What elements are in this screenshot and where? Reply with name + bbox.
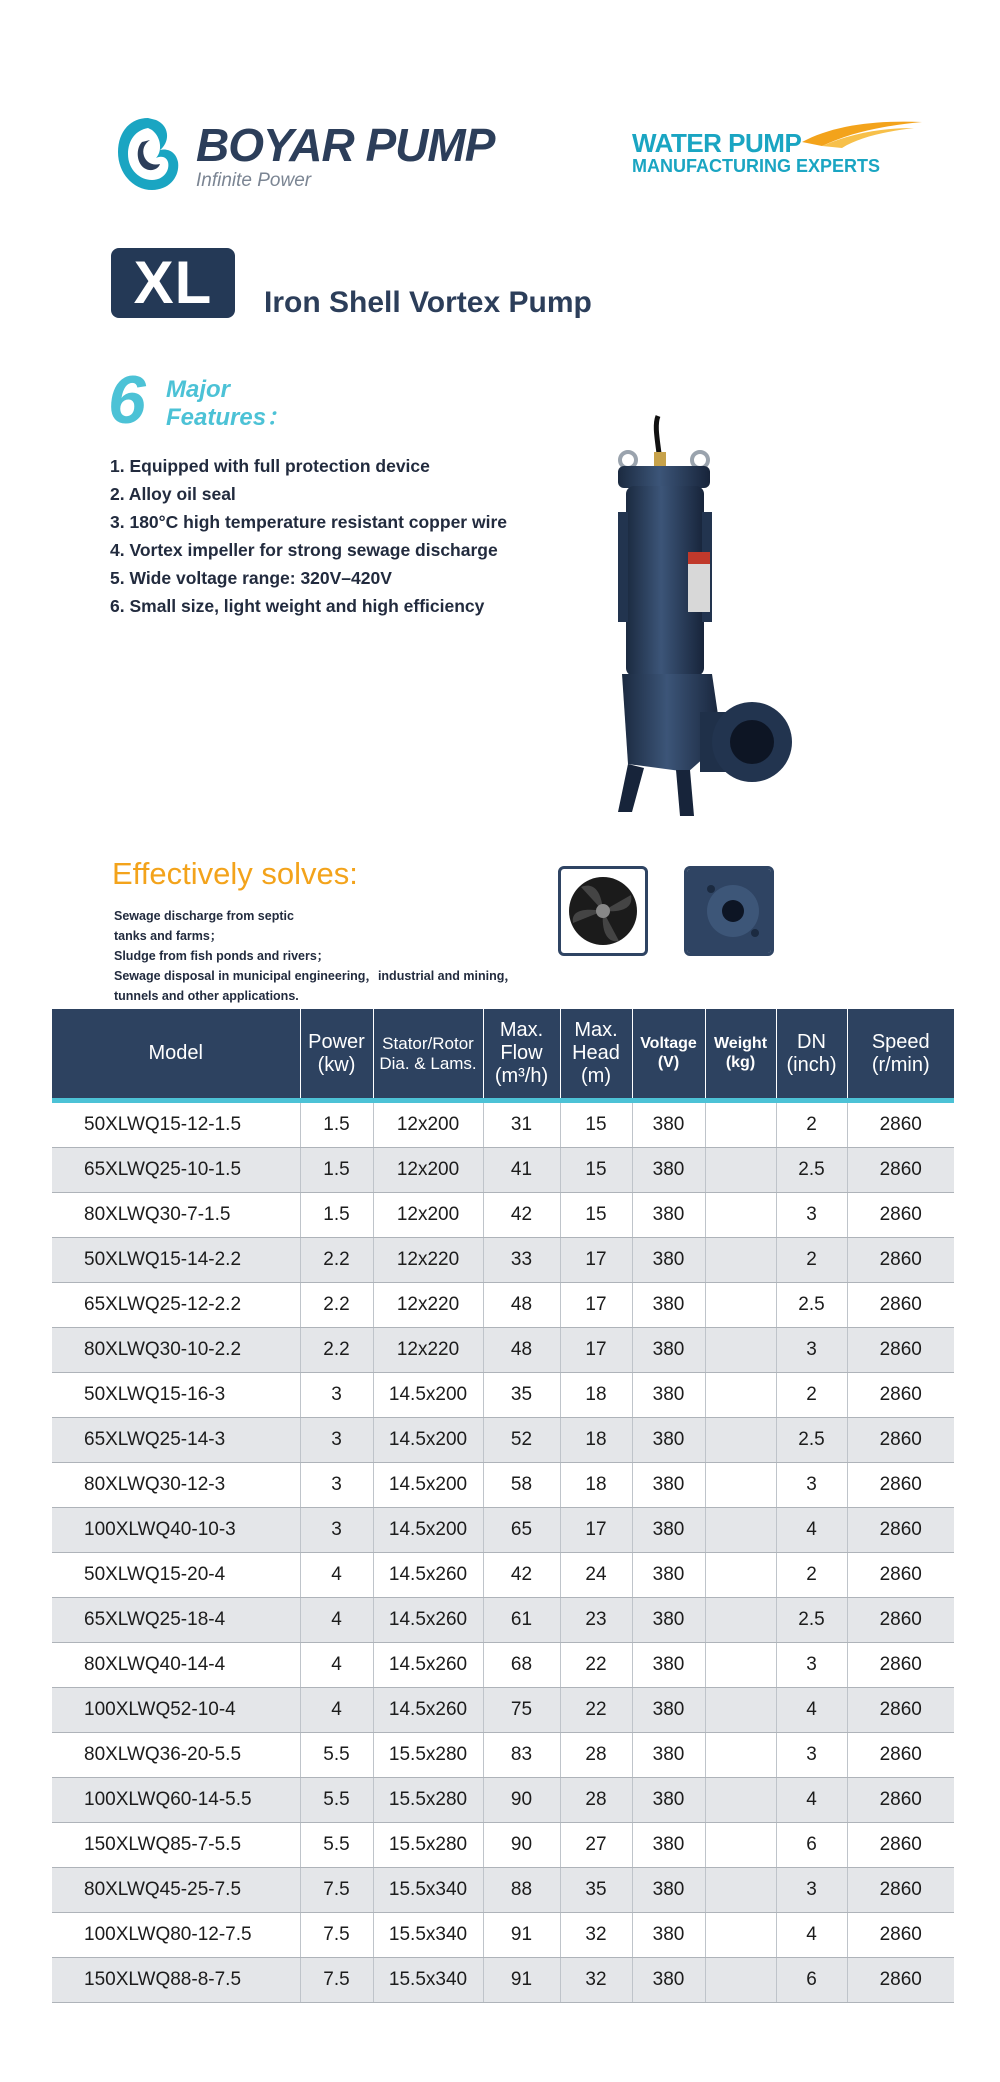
brand-tagline: Infinite Power xyxy=(196,170,312,191)
cell-voltage: 380 xyxy=(632,1958,705,2003)
cell-speed: 2860 xyxy=(847,1643,954,1688)
feature-item: 2. Alloy oil seal xyxy=(110,484,236,504)
col-header-power: Power (kw) xyxy=(300,1009,373,1101)
cell-voltage: 380 xyxy=(632,1101,705,1148)
cell-head: 15 xyxy=(560,1193,632,1238)
cell-weight xyxy=(705,1373,776,1418)
cell-voltage: 380 xyxy=(632,1913,705,1958)
solves-list xyxy=(114,906,554,1006)
cell-voltage: 380 xyxy=(632,1463,705,1508)
solves-line: Sludge from fish ponds and rivers； xyxy=(114,949,330,963)
cell-model: 100XLWQ40-10-3 xyxy=(52,1508,300,1553)
cell-dn: 3 xyxy=(776,1868,847,1913)
cell-model: 65XLWQ25-10-1.5 xyxy=(52,1148,300,1193)
cell-flow: 33 xyxy=(483,1238,560,1283)
cell-speed: 2860 xyxy=(847,1598,954,1643)
cell-stator: 15.5x280 xyxy=(373,1733,483,1778)
cell-flow: 65 xyxy=(483,1508,560,1553)
table-row xyxy=(52,1958,954,2003)
cell-stator: 14.5x200 xyxy=(373,1463,483,1508)
cell-dn: 3 xyxy=(776,1193,847,1238)
table-row xyxy=(52,1823,954,1868)
cell-flow: 75 xyxy=(483,1688,560,1733)
cell-power: 1.5 xyxy=(300,1101,373,1148)
cell-head: 18 xyxy=(560,1463,632,1508)
cell-model: 150XLWQ88-8-7.5 xyxy=(52,1958,300,2003)
cell-power: 4 xyxy=(300,1643,373,1688)
cell-dn: 3 xyxy=(776,1463,847,1508)
cell-stator: 14.5x200 xyxy=(373,1508,483,1553)
cell-weight xyxy=(705,1823,776,1868)
cell-flow: 68 xyxy=(483,1643,560,1688)
cell-head: 35 xyxy=(560,1868,632,1913)
brand-name: BOYAR PUMP xyxy=(196,119,495,171)
cell-speed: 2860 xyxy=(847,1868,954,1913)
swoosh-icon xyxy=(802,118,922,148)
cell-model: 80XLWQ30-10-2.2 xyxy=(52,1328,300,1373)
cell-weight xyxy=(705,1868,776,1913)
cell-weight xyxy=(705,1101,776,1148)
table-row xyxy=(52,1868,954,1913)
cell-weight xyxy=(705,1463,776,1508)
impeller-icon xyxy=(561,869,645,953)
cell-flow: 91 xyxy=(483,1958,560,2003)
cell-head: 17 xyxy=(560,1283,632,1328)
cell-voltage: 380 xyxy=(632,1193,705,1238)
cell-stator: 12x220 xyxy=(373,1283,483,1328)
cell-dn: 6 xyxy=(776,1958,847,2003)
feature-item: 5. Wide voltage range: 320V–420V xyxy=(110,568,392,588)
cell-voltage: 380 xyxy=(632,1598,705,1643)
features-heading-line-1: Major xyxy=(166,376,231,403)
cell-flow: 35 xyxy=(483,1373,560,1418)
cell-model: 80XLWQ30-12-3 xyxy=(52,1463,300,1508)
feature-item: 3. 180°C high temperature resistant copper wire xyxy=(110,512,507,532)
cell-dn: 4 xyxy=(776,1778,847,1823)
col-header-weight: Weight (kg) xyxy=(705,1009,776,1101)
cell-stator: 12x200 xyxy=(373,1148,483,1193)
cell-speed: 2860 xyxy=(847,1238,954,1283)
cell-power: 5.5 xyxy=(300,1823,373,1868)
cell-voltage: 380 xyxy=(632,1148,705,1193)
cell-flow: 90 xyxy=(483,1823,560,1868)
table-row xyxy=(52,1778,954,1823)
cell-dn: 3 xyxy=(776,1733,847,1778)
cell-head: 22 xyxy=(560,1643,632,1688)
table-row xyxy=(52,1733,954,1778)
table-row xyxy=(52,1508,954,1553)
cell-head: 18 xyxy=(560,1418,632,1463)
cell-head: 15 xyxy=(560,1101,632,1148)
cell-dn: 2 xyxy=(776,1553,847,1598)
cell-stator: 15.5x280 xyxy=(373,1778,483,1823)
cell-stator: 15.5x340 xyxy=(373,1958,483,2003)
outlet-image xyxy=(684,866,774,956)
cell-model: 65XLWQ25-18-4 xyxy=(52,1598,300,1643)
cell-voltage: 380 xyxy=(632,1868,705,1913)
cell-flow: 48 xyxy=(483,1328,560,1373)
col-header-flow: Max. Flow (m³/h) xyxy=(483,1009,560,1101)
impeller-image xyxy=(558,866,648,956)
cell-model: 80XLWQ45-25-7.5 xyxy=(52,1868,300,1913)
col-header-speed: Speed (r/min) xyxy=(847,1009,954,1101)
cell-head: 17 xyxy=(560,1328,632,1373)
cell-stator: 14.5x200 xyxy=(373,1418,483,1463)
cell-dn: 2.5 xyxy=(776,1283,847,1328)
table-row xyxy=(52,1688,954,1733)
solves-line: tunnels and other applications. xyxy=(114,989,299,1003)
cell-power: 2.2 xyxy=(300,1283,373,1328)
col-header-head: Max. Head (m) xyxy=(560,1009,632,1101)
cell-speed: 2860 xyxy=(847,1688,954,1733)
cell-model: 100XLWQ60-14-5.5 xyxy=(52,1778,300,1823)
pump-image xyxy=(588,412,798,840)
cell-speed: 2860 xyxy=(847,1283,954,1328)
cell-speed: 2860 xyxy=(847,1101,954,1148)
cell-power: 3 xyxy=(300,1508,373,1553)
cell-speed: 2860 xyxy=(847,1778,954,1823)
cell-model: 150XLWQ85-7-5.5 xyxy=(52,1823,300,1868)
table-row xyxy=(52,1238,954,1283)
cell-speed: 2860 xyxy=(847,1148,954,1193)
cell-weight xyxy=(705,1598,776,1643)
cell-flow: 42 xyxy=(483,1193,560,1238)
table-row xyxy=(52,1418,954,1463)
cell-weight xyxy=(705,1508,776,1553)
cell-dn: 4 xyxy=(776,1688,847,1733)
cell-flow: 58 xyxy=(483,1463,560,1508)
features-list xyxy=(110,452,570,620)
cell-speed: 2860 xyxy=(847,1328,954,1373)
cell-flow: 48 xyxy=(483,1283,560,1328)
cell-flow: 41 xyxy=(483,1148,560,1193)
cell-speed: 2860 xyxy=(847,1733,954,1778)
cell-flow: 88 xyxy=(483,1868,560,1913)
series-badge: XL xyxy=(111,248,235,318)
brand-logo xyxy=(112,112,495,202)
table-row xyxy=(52,1101,954,1148)
cell-weight xyxy=(705,1193,776,1238)
cell-voltage: 380 xyxy=(632,1238,705,1283)
cell-voltage: 380 xyxy=(632,1643,705,1688)
cell-dn: 2.5 xyxy=(776,1598,847,1643)
cell-head: 17 xyxy=(560,1238,632,1283)
cell-dn: 2 xyxy=(776,1238,847,1283)
cell-speed: 2860 xyxy=(847,1958,954,2003)
cell-power: 5.5 xyxy=(300,1733,373,1778)
cell-model: 100XLWQ52-10-4 xyxy=(52,1688,300,1733)
cell-speed: 2860 xyxy=(847,1193,954,1238)
solves-line: Sewage discharge from septic xyxy=(114,909,294,923)
cell-voltage: 380 xyxy=(632,1328,705,1373)
cell-power: 2.2 xyxy=(300,1238,373,1283)
features-count: 6 xyxy=(108,362,146,438)
cell-model: 65XLWQ25-12-2.2 xyxy=(52,1283,300,1328)
cell-dn: 2 xyxy=(776,1373,847,1418)
col-header-stator: Stator/Rotor Dia. & Lams. xyxy=(373,1009,483,1101)
cell-head: 15 xyxy=(560,1148,632,1193)
cell-power: 7.5 xyxy=(300,1868,373,1913)
feature-item: 4. Vortex impeller for strong sewage discharge xyxy=(110,540,498,560)
cell-head: 28 xyxy=(560,1778,632,1823)
cell-weight xyxy=(705,1643,776,1688)
cell-power: 7.5 xyxy=(300,1913,373,1958)
spec-table-body xyxy=(52,1101,954,2003)
cell-stator: 12x220 xyxy=(373,1238,483,1283)
cell-model: 80XLWQ40-14-4 xyxy=(52,1643,300,1688)
cell-voltage: 380 xyxy=(632,1553,705,1598)
cell-flow: 42 xyxy=(483,1553,560,1598)
cell-weight xyxy=(705,1418,776,1463)
cell-head: 17 xyxy=(560,1508,632,1553)
cell-weight xyxy=(705,1553,776,1598)
cell-flow: 83 xyxy=(483,1733,560,1778)
cell-model: 80XLWQ36-20-5.5 xyxy=(52,1733,300,1778)
boyar-logo-icon xyxy=(112,112,184,196)
cell-speed: 2860 xyxy=(847,1913,954,1958)
table-row xyxy=(52,1373,954,1418)
cell-head: 32 xyxy=(560,1958,632,2003)
cell-head: 28 xyxy=(560,1733,632,1778)
cell-dn: 3 xyxy=(776,1328,847,1373)
badge-line-2: MANUFACTURING EXPERTS xyxy=(632,156,881,176)
cell-speed: 2860 xyxy=(847,1373,954,1418)
cell-flow: 31 xyxy=(483,1101,560,1148)
cell-stator: 12x200 xyxy=(373,1193,483,1238)
solves-line: Sewage disposal in municipal engineering，industrial and mining， xyxy=(114,969,517,983)
cell-stator: 14.5x200 xyxy=(373,1373,483,1418)
cell-weight xyxy=(705,1958,776,2003)
cell-dn: 2 xyxy=(776,1101,847,1148)
cell-power: 1.5 xyxy=(300,1148,373,1193)
cell-model: 80XLWQ30-7-1.5 xyxy=(52,1193,300,1238)
cell-head: 18 xyxy=(560,1373,632,1418)
cell-power: 3 xyxy=(300,1373,373,1418)
features-heading xyxy=(166,376,290,432)
cell-power: 4 xyxy=(300,1688,373,1733)
cell-stator: 12x200 xyxy=(373,1101,483,1148)
cell-weight xyxy=(705,1733,776,1778)
col-header-voltage: Voltage (V) xyxy=(632,1009,705,1101)
cell-weight xyxy=(705,1283,776,1328)
cell-voltage: 380 xyxy=(632,1733,705,1778)
table-header-row xyxy=(52,1009,954,1101)
cell-power: 4 xyxy=(300,1598,373,1643)
outlet-icon xyxy=(687,869,771,953)
cell-dn: 2.5 xyxy=(776,1148,847,1193)
cell-head: 23 xyxy=(560,1598,632,1643)
cell-speed: 2860 xyxy=(847,1553,954,1598)
cell-stator: 14.5x260 xyxy=(373,1688,483,1733)
cell-weight xyxy=(705,1913,776,1958)
cell-power: 7.5 xyxy=(300,1958,373,2003)
table-row xyxy=(52,1148,954,1193)
cell-speed: 2860 xyxy=(847,1508,954,1553)
cell-power: 3 xyxy=(300,1463,373,1508)
cell-model: 50XLWQ15-12-1.5 xyxy=(52,1101,300,1148)
cell-flow: 52 xyxy=(483,1418,560,1463)
table-row xyxy=(52,1643,954,1688)
cell-weight xyxy=(705,1238,776,1283)
cell-power: 2.2 xyxy=(300,1328,373,1373)
cell-dn: 3 xyxy=(776,1643,847,1688)
cell-voltage: 380 xyxy=(632,1778,705,1823)
table-row xyxy=(52,1913,954,1958)
cell-stator: 15.5x340 xyxy=(373,1868,483,1913)
cell-dn: 4 xyxy=(776,1913,847,1958)
cell-speed: 2860 xyxy=(847,1463,954,1508)
cell-dn: 2.5 xyxy=(776,1418,847,1463)
table-row xyxy=(52,1283,954,1328)
cell-model: 65XLWQ25-14-3 xyxy=(52,1418,300,1463)
cell-weight xyxy=(705,1148,776,1193)
table-row xyxy=(52,1463,954,1508)
solves-heading: Effectively solves: xyxy=(112,856,358,891)
cell-flow: 91 xyxy=(483,1913,560,1958)
cell-voltage: 380 xyxy=(632,1823,705,1868)
feature-item: 6. Small size, light weight and high efficiency xyxy=(110,596,485,616)
cell-dn: 6 xyxy=(776,1823,847,1868)
cell-speed: 2860 xyxy=(847,1418,954,1463)
table-row xyxy=(52,1598,954,1643)
cell-voltage: 380 xyxy=(632,1688,705,1733)
cell-head: 22 xyxy=(560,1688,632,1733)
feature-item: 1. Equipped with full protection device xyxy=(110,456,430,476)
cell-model: 50XLWQ15-20-4 xyxy=(52,1553,300,1598)
cell-stator: 12x220 xyxy=(373,1328,483,1373)
cell-voltage: 380 xyxy=(632,1283,705,1328)
cell-stator: 15.5x280 xyxy=(373,1823,483,1868)
cell-head: 24 xyxy=(560,1553,632,1598)
cell-voltage: 380 xyxy=(632,1373,705,1418)
cell-head: 27 xyxy=(560,1823,632,1868)
table-row xyxy=(52,1193,954,1238)
cell-stator: 15.5x340 xyxy=(373,1913,483,1958)
solves-line: tanks and farms； xyxy=(114,929,223,943)
cell-weight xyxy=(705,1778,776,1823)
cell-model: 50XLWQ15-14-2.2 xyxy=(52,1238,300,1283)
features-heading-line-2: Features： xyxy=(166,404,291,431)
cell-stator: 14.5x260 xyxy=(373,1553,483,1598)
col-header-dn: DN (inch) xyxy=(776,1009,847,1101)
water-pump-badge xyxy=(632,118,922,188)
col-header-model: Model xyxy=(52,1009,300,1101)
cell-power: 5.5 xyxy=(300,1778,373,1823)
table-row xyxy=(52,1328,954,1373)
cell-stator: 14.5x260 xyxy=(373,1598,483,1643)
cell-weight xyxy=(705,1688,776,1733)
cell-speed: 2860 xyxy=(847,1823,954,1868)
cell-head: 32 xyxy=(560,1913,632,1958)
cell-model: 50XLWQ15-16-3 xyxy=(52,1373,300,1418)
cell-stator: 14.5x260 xyxy=(373,1643,483,1688)
product-title: Iron Shell Vortex Pump xyxy=(264,286,592,319)
cell-power: 4 xyxy=(300,1553,373,1598)
cell-voltage: 380 xyxy=(632,1508,705,1553)
cell-flow: 90 xyxy=(483,1778,560,1823)
cell-voltage: 380 xyxy=(632,1418,705,1463)
cell-power: 1.5 xyxy=(300,1193,373,1238)
cell-model: 100XLWQ80-12-7.5 xyxy=(52,1913,300,1958)
table-row xyxy=(52,1553,954,1598)
cell-flow: 61 xyxy=(483,1598,560,1643)
spec-table xyxy=(52,1009,954,2003)
cell-weight xyxy=(705,1328,776,1373)
badge-line-1: WATER PUMP xyxy=(632,128,802,158)
cell-dn: 4 xyxy=(776,1508,847,1553)
cell-power: 3 xyxy=(300,1418,373,1463)
